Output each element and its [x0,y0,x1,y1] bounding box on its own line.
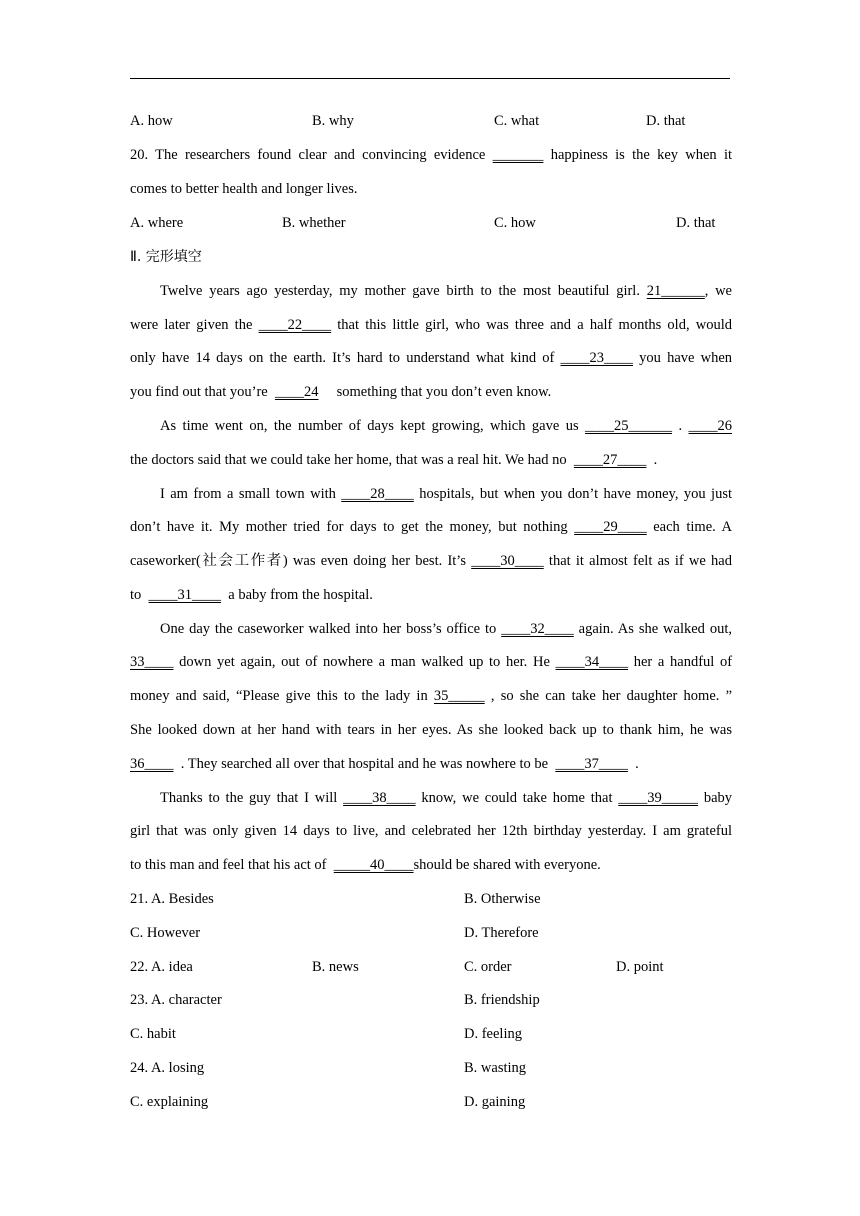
blank-31: ____31____ [148,587,222,603]
q23-option-a: 23. A. character [130,992,222,1008]
q22-option-c: C. order [464,959,512,975]
blank-33: 33____ [130,654,174,670]
passage-p1-line4: you find out that you’re ____24 something that you don’t even know. [130,384,552,400]
blank-36: 36____ [130,756,174,772]
passage-p5-line1: Thanks to the guy that I will ____38____ know, we could take home that ____39_____ baby [160,790,733,806]
passage-p1-line2: were later given the ____22____ that this little girl, who was three and a half months old, would [130,317,733,333]
q22-option-a: 22. A. idea [130,959,193,975]
q19-option-b: B. why [312,113,354,129]
blank-29: ____29____ [574,519,647,535]
q24-option-b: B. wasting [464,1060,527,1076]
passage-p4-line1: One day the caseworker walked into her boss’s office to ____32____ again. As she walked out, [160,621,733,637]
blank-38: ____38____ [343,790,416,806]
passage-p3-line4: to ____31____ a baby from the hospital. [130,587,373,603]
q24-option-a: 24. A. losing [130,1060,205,1076]
passage-p1-line3: only have 14 days on the earth. It’s hard to understand what kind of ____23____ you have when [130,350,733,366]
q20-blank: _______ [492,147,544,163]
blank-30: ____30____ [471,553,544,569]
passage-p1-line1: Twelve years ago yesterday, my mother gave birth to the most beautiful girl. 21______, we [160,283,732,299]
passage-p2-line2: the doctors said that we could take her home, that was a real hit. We had no ____27____ . [130,452,658,468]
q21-option-d: D. Therefore [464,925,539,941]
passage-p5-line2: girl that was only given 14 days to live, and celebrated her 12th birthday yesterday. I am grateful [130,823,732,839]
passage-p4-line3: money and said, “Please give this to the lady in 35_____ , so she can take her daughter home. ” [130,688,733,704]
passage-p5-line3: to this man and feel that his act of _____40____should be shared with everyone. [130,857,601,873]
blank-22: ____22____ [258,317,332,333]
blank-28: ____28____ [341,486,414,502]
passage-p4-line2: 33____ down yet again, out of nowhere a man walked up to her. He ____34____ her a handful of [130,654,733,670]
q22-option-b: B. news [312,959,359,975]
blank-27: ____27____ [573,452,647,468]
q22-option-d: D. point [616,959,664,975]
blank-23: ____23____ [560,350,633,366]
blank-26: ____26 [688,418,733,434]
q19-option-a: A. how [130,113,173,129]
passage-p3-line2: don’t have it. My mother tried for days to get the money, but nothing ____29____ each time. A [130,519,732,535]
section-title: Ⅱ. 完形填空 [130,249,202,265]
q20-option-d: D. that [676,215,716,231]
q21-option-b: B. Otherwise [464,891,541,907]
q24-option-c: C. explaining [130,1094,209,1110]
blank-39: ____39_____ [618,790,699,806]
header-rule [130,78,730,79]
q20-stem-line2: comes to better health and longer lives. [130,181,358,197]
blank-37: ____37____ [555,756,628,772]
passage-p3-line3: caseworker(社会工作者) was even doing her best. It’s ____30____ that it almost felt as if we had [130,553,732,569]
blank-32: ____32____ [501,621,574,637]
blank-24: ____24 [274,384,319,400]
q19-option-c: C. what [494,113,540,129]
q21-option-a: 21. A. Besides [130,891,214,907]
passage-p2-line1: As time went on, the number of days kept growing, which gave us ____25______ . ____26 [160,418,733,434]
q23-option-c: C. habit [130,1026,176,1042]
q20-option-b: B. whether [282,215,346,231]
passage-p4-line5: 36____ . They searched all over that hospital and he was nowhere to be ____37____ . [130,756,639,772]
q20-option-c: C. how [494,215,536,231]
blank-34: ____34____ [555,654,629,670]
blank-21: 21______ [646,283,705,299]
passage-p4-line4: She looked down at her hand with tears in her eyes. As she looked back up to thank him, he was [130,722,732,738]
q23-option-d: D. feeling [464,1026,522,1042]
blank-40: _____40____ [333,857,414,873]
q20-option-a: A. where [130,215,184,231]
blank-25: ____25______ [585,418,673,434]
passage-p3-line1: I am from a small town with ____28____ hospitals, but when you don’t have money, you just [160,486,733,502]
q19-option-d: D. that [646,113,686,129]
q20-stem-line1: 20. The researchers found clear and convincing evidence _______ happiness is the key when it [130,147,733,163]
q23-option-b: B. friendship [464,992,540,1008]
blank-35: 35_____ [433,688,485,704]
q21-option-c: C. However [130,925,201,941]
q24-option-d: D. gaining [464,1094,526,1110]
